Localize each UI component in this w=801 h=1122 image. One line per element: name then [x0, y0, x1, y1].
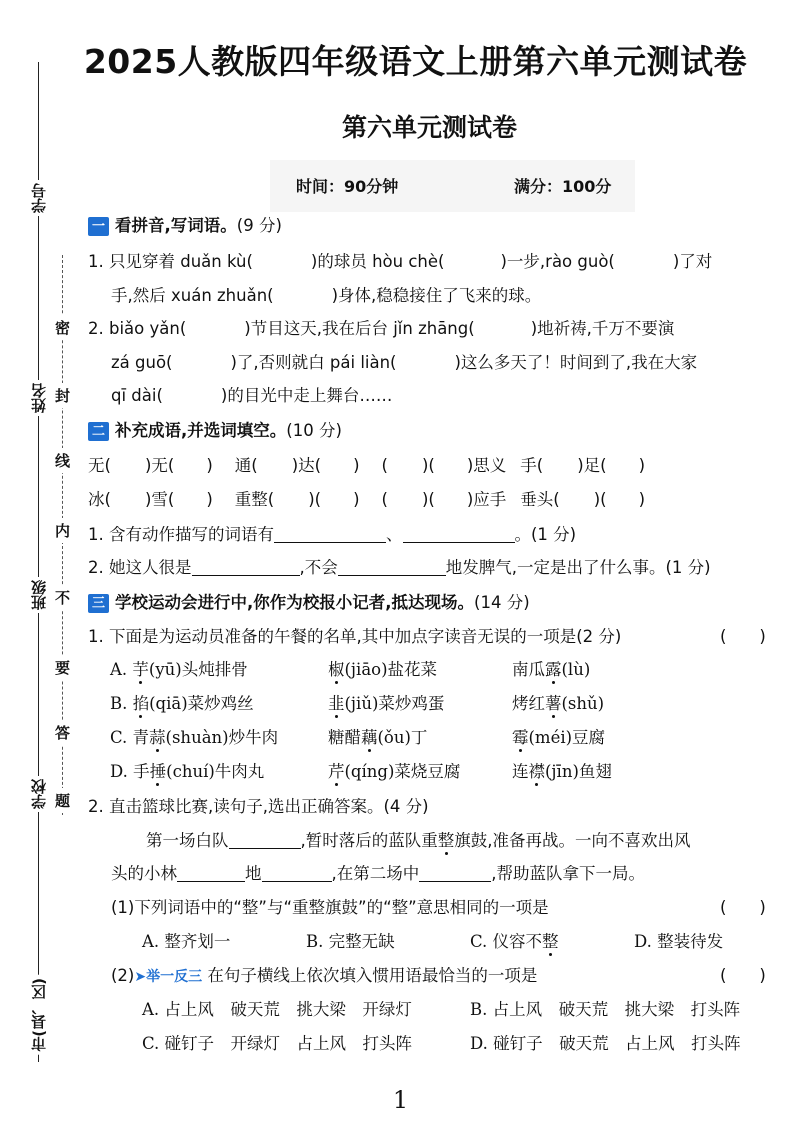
answer-paren[interactable]: ( ) — [720, 898, 766, 917]
sub-question-2 — [111, 965, 537, 988]
text: )了对 — [672, 252, 713, 271]
text: (shuàn)炒牛肉 — [165, 728, 279, 747]
sq1-option-d: D. 整装待发 — [634, 932, 724, 951]
text: )( — [593, 490, 607, 509]
s1-line-4 — [111, 352, 697, 374]
dotted-char: 藕 — [361, 728, 378, 747]
seal-char: 封 — [55, 383, 70, 408]
section-title: 补充成语,并选词填空。 — [115, 421, 287, 440]
text: )思义 — [466, 456, 507, 475]
text: )节目这天,我在后台 jǐn zhāng( — [244, 319, 475, 338]
text: )无( — [144, 456, 175, 475]
text: )的目光中走上舞台…… — [220, 386, 393, 405]
s3-question-1: 1. 下面是为运动员准备的午餐的名单,其中加点字读音无误的一项是(2 分) — [88, 627, 622, 646]
option-b-2 — [328, 693, 444, 715]
text: 第一场白队 — [146, 831, 229, 850]
s1-line-2 — [111, 285, 541, 307]
text: )了,否则就白 pái liàn( — [230, 353, 397, 372]
section-3-heading — [88, 592, 530, 614]
text: ) — [638, 490, 645, 509]
text: 烤红 — [512, 694, 545, 713]
dotted-char: 薯 — [545, 694, 562, 713]
seal-char: 题 — [55, 788, 70, 813]
dotted-char: 襟 — [528, 762, 545, 781]
text: (2) — [111, 966, 135, 985]
text: ,暂时落后的蓝队重 — [300, 831, 438, 850]
text: )这么多天了！时间到了,我在大家 — [454, 353, 698, 372]
text: 南瓜 — [512, 660, 545, 679]
option-c-3 — [512, 727, 605, 749]
text: (jiāo)盐花菜 — [344, 660, 438, 679]
text: 冰( — [88, 490, 111, 509]
text: ) — [206, 490, 213, 509]
answer-blank[interactable] — [403, 524, 515, 543]
passage-line-1 — [146, 830, 691, 852]
text: 手( — [520, 456, 544, 475]
section-points: (9 分) — [236, 216, 282, 235]
text: ( — [381, 490, 388, 509]
option-a-2 — [328, 659, 437, 681]
sq1-option-a: A. 整齐划一 — [142, 932, 231, 951]
s1-line-1 — [88, 251, 712, 273]
answer-blank[interactable] — [229, 830, 301, 849]
dotted-char: 椒 — [328, 660, 345, 679]
city-label: 市(县、区) — [28, 975, 49, 1055]
tip-label: ➤举一反三 — [134, 969, 203, 985]
answer-blank[interactable] — [274, 524, 386, 543]
dotted-char: 霉 — [512, 728, 529, 747]
text: ) — [353, 490, 360, 509]
dotted-char: 整 — [542, 932, 559, 951]
text: 1. 只见穿着 duǎn kù( — [88, 252, 253, 271]
sub-question-1: (1)下列词语中的“整”与“重整旗鼓”的“整”意思相同的一项是 — [111, 898, 549, 917]
page-number: 1 — [392, 1086, 409, 1114]
text: (shǔ) — [561, 694, 605, 713]
text: (lù) — [561, 660, 591, 679]
section-badge: 一 — [88, 217, 109, 236]
option-b — [110, 693, 254, 715]
option-b-3 — [512, 693, 604, 715]
answer-blank[interactable] — [419, 863, 491, 882]
text: (jīn)鱼翅 — [545, 762, 612, 781]
text: 旗鼓,准备再战。一向不喜欢出风 — [454, 831, 691, 850]
dotted-char: 露 — [545, 660, 562, 679]
option-c — [110, 727, 278, 749]
text: 手,然后 xuán zhuǎn( — [111, 286, 274, 305]
sq2-option-d: D. 碰钉子 破天荒 占上风 打头阵 — [470, 1034, 741, 1053]
text: ( — [381, 456, 388, 475]
text: 糖醋 — [328, 728, 361, 747]
student-id-label: 学号 — [28, 180, 49, 216]
text: ) — [638, 456, 645, 475]
seal-char: 不 — [55, 585, 70, 610]
text: 在句子横线上依次填入惯用语最恰当的一项是 — [207, 966, 538, 985]
answer-blank[interactable] — [177, 863, 245, 882]
document-subtitle: 第六单元测试卷 — [341, 113, 517, 142]
idiom-row-1 — [88, 455, 645, 477]
text: zá guō( — [111, 353, 173, 372]
option-d — [110, 761, 264, 783]
section-title: 学校运动会进行中,你作为校报小记者,抵达现场。 — [115, 593, 475, 612]
text: 2. biǎo yǎn( — [88, 319, 187, 338]
dotted-char: 韭 — [328, 694, 345, 713]
text: 2. 她这人很是 — [88, 558, 192, 577]
text: A. — [110, 660, 133, 679]
dotted-char: 整 — [437, 831, 455, 850]
school-label: 学校 — [28, 776, 49, 812]
seal-char: 密 — [55, 315, 70, 340]
answer-paren[interactable]: ( ) — [720, 627, 766, 646]
answer-paren[interactable]: ( ) — [720, 966, 766, 985]
text: )( — [421, 490, 435, 509]
s2-question-1 — [88, 524, 576, 546]
text: )足( — [577, 456, 607, 475]
text: (qiā)菜炒鸡丝 — [149, 694, 254, 713]
passage-line-2 — [111, 863, 645, 885]
text: (ǒu)丁 — [377, 728, 428, 747]
s1-line-3 — [88, 318, 674, 340]
document-title: 2025人教版四年级语文上册第六单元测试卷 — [83, 42, 748, 81]
text: )身体,稳稳接住了飞来的球。 — [331, 286, 542, 305]
text: )雪( — [144, 490, 175, 509]
text: 、 — [386, 525, 403, 544]
text: ) — [206, 456, 213, 475]
sq1-option-c — [470, 931, 559, 953]
text: )一步,rào guò( — [500, 252, 615, 271]
text: )( — [308, 490, 322, 509]
option-a — [110, 659, 248, 681]
answer-blank[interactable] — [262, 863, 332, 882]
dotted-char: 芹 — [328, 762, 345, 781]
option-c-2 — [328, 727, 427, 749]
seal-char: 线 — [55, 448, 70, 473]
sq2-option-a: A. 占上风 破天荒 挑大梁 开绿灯 — [142, 1000, 412, 1019]
section-1-heading — [88, 215, 282, 237]
text: 地发脾气,一定是出了什么事。(1 分) — [445, 558, 711, 577]
text: )地祈祷,千万不要演 — [530, 319, 675, 338]
text: 重整( — [234, 490, 275, 509]
text: )的球员 hòu chè( — [310, 252, 445, 271]
seal-char: 内 — [55, 518, 70, 543]
class-label: 班级 — [28, 577, 49, 613]
text: 头的小林 — [111, 864, 177, 883]
s3-question-2: 2. 直击篮球比赛,读句子,选出正确答案。(4 分) — [88, 797, 429, 816]
text: (yū)头炖排骨 — [148, 660, 248, 679]
name-label: 姓名 — [28, 380, 49, 416]
section-title: 看拼音,写词语。 — [115, 216, 237, 235]
dotted-char: 捶 — [149, 762, 167, 781]
text: 。(1 分) — [514, 525, 577, 544]
text: 地 — [245, 864, 262, 883]
idiom-row-2 — [88, 489, 645, 511]
section-badge: 二 — [88, 422, 109, 441]
text: ,在第二场中 — [331, 864, 420, 883]
dotted-char: 掐 — [132, 694, 150, 713]
text: )达( — [291, 456, 322, 475]
option-a-3 — [512, 659, 590, 681]
answer-blank[interactable] — [338, 557, 446, 576]
text: )( — [421, 456, 435, 475]
option-d-3 — [512, 761, 612, 783]
text: 无( — [88, 456, 111, 475]
section-badge: 三 — [88, 594, 109, 613]
section-points: (10 分) — [286, 421, 342, 440]
text: (jiǔ)菜炒鸡蛋 — [344, 694, 445, 713]
dotted-char: 蒜 — [149, 728, 166, 747]
time-label: 时间：90分钟 — [296, 177, 399, 196]
s2-question-2 — [88, 557, 711, 579]
text: ,不会 — [299, 558, 338, 577]
text: B. — [110, 694, 133, 713]
seal-char: 答 — [55, 720, 70, 745]
text: )应手 — [466, 490, 507, 509]
sq2-option-c: C. 碰钉子 开绿灯 占上风 打头阵 — [142, 1034, 413, 1053]
text: (méi)豆腐 — [528, 728, 606, 747]
text: (qíng)菜烧豆腐 — [344, 762, 461, 781]
text: (chuí)牛肉丸 — [166, 762, 265, 781]
text: 连 — [512, 762, 529, 781]
score-label: 满分：100分 — [514, 177, 612, 196]
seal-char: 要 — [55, 655, 70, 680]
text: D. 手 — [110, 762, 150, 781]
text: 通( — [234, 456, 258, 475]
sq1-option-b: B. 完整无缺 — [306, 932, 395, 951]
dotted-char: 芋 — [132, 660, 149, 679]
text: C. 青 — [110, 728, 150, 747]
text: ) — [353, 456, 360, 475]
option-d-2 — [328, 761, 460, 783]
text: 垂头( — [520, 490, 560, 509]
text: C. 仪容不 — [470, 932, 543, 951]
text: 1. 含有动作描写的词语有 — [88, 525, 274, 544]
text: ,帮助蓝队拿下一局。 — [491, 864, 645, 883]
s1-line-5 — [111, 385, 392, 407]
sq2-option-b: B. 占上风 破天荒 挑大梁 打头阵 — [470, 1000, 741, 1019]
section-points: (14 分) — [474, 593, 530, 612]
text: qī dài( — [111, 386, 163, 405]
section-2-heading — [88, 420, 342, 442]
answer-blank[interactable] — [192, 557, 300, 576]
